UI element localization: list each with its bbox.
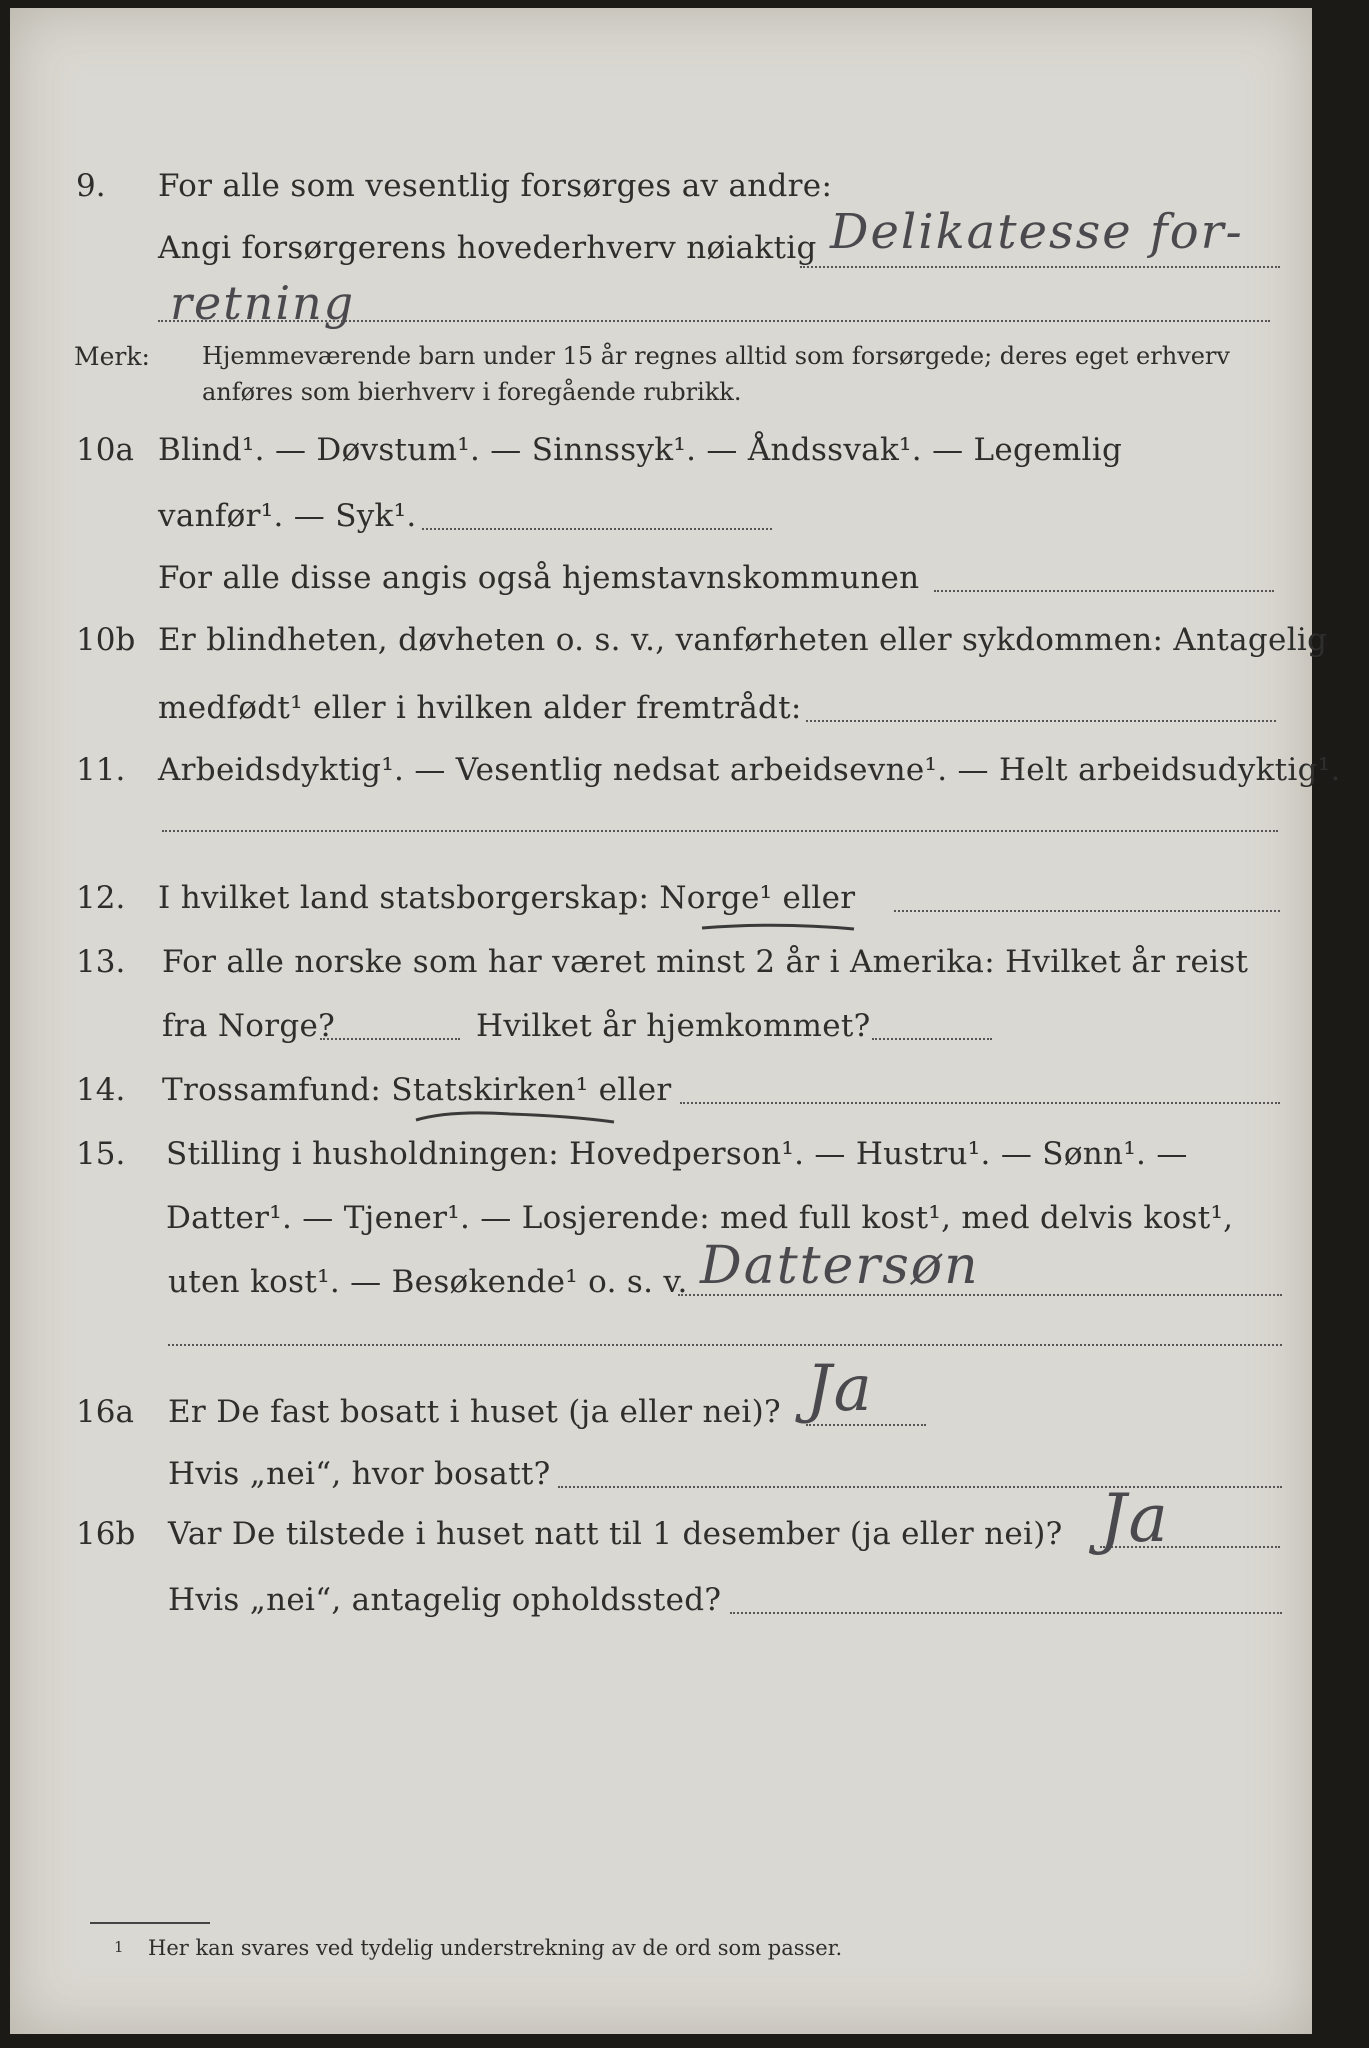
question-text: fra Norge? [162, 1008, 336, 1044]
answer-line [168, 1344, 1282, 1346]
question-text: Blind¹. — Døvstum¹. — Sinnssyk¹. — Åndssvak¹. — Legemlig [158, 432, 1123, 468]
question-text: I hvilket land statsborgerskap: Norge¹ eller [158, 880, 856, 916]
question-text: Hvilket år hjemkommet? [476, 1008, 871, 1044]
answer-line [158, 320, 1270, 322]
underline-mark [410, 1106, 620, 1130]
answer-line [872, 1038, 992, 1040]
question-number: 16a [76, 1394, 134, 1430]
question-number: 10b [76, 622, 136, 658]
handwritten-answer: Dattersøn [700, 1236, 980, 1296]
census-form-page [10, 8, 1341, 2034]
question-text: uten kost¹. — Besøkende¹ o. s. v. [168, 1264, 688, 1300]
answer-line [800, 266, 1280, 268]
question-number: 12. [76, 880, 126, 916]
question-text: Stilling i husholdningen: Hovedperson¹. — Hustru¹. — Sønn¹. — [166, 1136, 1188, 1172]
question-text: Hvis „nei“, hvor bosatt? [168, 1456, 551, 1492]
answer-line [162, 830, 1278, 832]
note-text: Hjemmeværende barn under 15 år regnes alltid som forsørgede; deres eget erhverv [202, 342, 1230, 370]
answer-line [320, 1038, 460, 1040]
footnote-rule [90, 1922, 210, 1924]
question-text: medfødt¹ eller i hvilken alder fremtrådt: [158, 690, 802, 726]
answer-line [422, 528, 772, 530]
question-number: 15. [76, 1136, 126, 1172]
handwritten-answer: Ja [806, 1352, 874, 1426]
question-text: Var De tilstede i huset natt til 1 desember (ja eller nei)? [168, 1516, 1063, 1552]
question-number: 13. [76, 944, 126, 980]
handwritten-answer: Ja [1100, 1480, 1170, 1557]
answer-line [934, 590, 1274, 592]
underline-mark [698, 920, 858, 936]
answer-line [558, 1486, 1282, 1488]
question-text: vanfør¹. — Syk¹. [158, 498, 417, 534]
question-text: For alle norske som har været minst 2 år i Amerika: Hvilket år reist [162, 944, 1249, 980]
answer-line [806, 720, 1276, 722]
question-text: Er De fast bosatt i huset (ja eller nei)? [168, 1394, 781, 1430]
question-text: Datter¹. — Tjener¹. — Losjerende: med full kost¹, med delvis kost¹, [166, 1200, 1234, 1236]
question-number: 10a [76, 432, 134, 468]
footnote-mark: 1 [114, 1938, 124, 1956]
answer-line [730, 1612, 1282, 1614]
note-label: Merk: [74, 342, 150, 371]
footnote-text: Her kan svares ved tydelig understrekning av de ord som passer. [148, 1936, 843, 1960]
handwritten-answer: retning [170, 276, 356, 330]
question-text: Arbeidsdyktig¹. — Vesentlig nedsat arbeidsevne¹. — Helt arbeidsudyktig¹. [158, 752, 1341, 788]
question-text: For alle disse angis også hjemstavnskommunen [158, 560, 920, 596]
answer-line [894, 910, 1280, 912]
question-text: For alle som vesentlig forsørges av andre: [158, 168, 833, 204]
question-number: 16b [76, 1516, 136, 1552]
question-number: 9. [76, 168, 106, 204]
question-text: Trossamfund: Statskirken¹ eller [162, 1072, 672, 1108]
note-text: anføres som bierhverv i foregående rubrikk. [202, 378, 742, 406]
question-text: Angi forsørgerens hovederhverv nøiaktig [158, 230, 817, 266]
question-text: Er blindheten, døvheten o. s. v., vanførheten eller sykdommen: Antagelig [158, 622, 1328, 658]
handwritten-answer: Delikatesse for- [830, 204, 1244, 260]
question-number: 14. [76, 1072, 126, 1108]
question-text: Hvis „nei“, antagelig opholdssted? [168, 1582, 722, 1618]
question-number: 11. [76, 752, 126, 788]
answer-line [680, 1102, 1280, 1104]
